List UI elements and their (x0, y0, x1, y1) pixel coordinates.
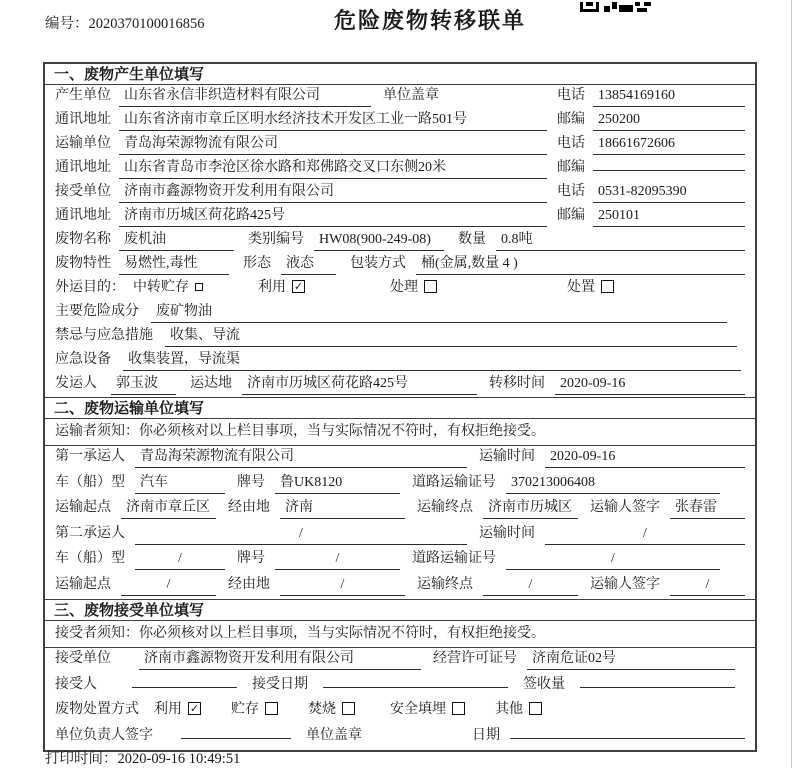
dispose-checkbox (601, 280, 614, 293)
plate-label-2: 牌号 (237, 551, 265, 566)
receiver-zip-value: 250101 (593, 205, 745, 227)
row-receiver-unit (45, 181, 755, 205)
address-label-2: 通讯地址 (55, 160, 111, 175)
vehicle-type-value-1: 汽车 (135, 472, 225, 494)
disposal-landfill-checkbox (452, 702, 465, 715)
row-waste-traits (45, 253, 755, 277)
producer-unit-label: 产生单位 (55, 88, 111, 103)
waste-name-value: 废机油 (119, 229, 234, 251)
waste-traits-value: 易燃性,毒性 (119, 253, 229, 275)
physical-form-value: 液态 (281, 253, 336, 275)
zip-label-2: 邮编 (557, 160, 585, 175)
accepting-unit-label: 接受单位 (55, 651, 111, 666)
quantity-value: 0.8吨 (496, 229, 745, 251)
print-time-label: 打印时间： (45, 751, 118, 767)
transport-time-label-2: 运输时间 (479, 525, 535, 541)
disposal-other-checkbox (529, 702, 542, 715)
serial-number (45, 12, 205, 33)
qr-code-pattern (580, 2, 652, 13)
storage-checkbox (195, 283, 203, 291)
purpose-option-storage-label: 中转贮存 (133, 280, 189, 295)
producer-unit-value: 山东省永信非织造材料有限公司 (119, 85, 371, 107)
row-accepting-unit (45, 648, 755, 674)
row-emergency-equipment (45, 349, 755, 373)
hazard-components-value: 废矿物油 (151, 301, 727, 323)
vehicle-type-value-2: / (135, 548, 225, 570)
section-transport (45, 397, 755, 599)
responsible-signature-value (181, 738, 291, 739)
road-permit-value-1: 370213006408 (506, 472, 720, 494)
origin-value-1: 济南市章丘区 (121, 497, 216, 519)
transport-time-value-1: 2020-09-16 (545, 446, 745, 468)
purpose-option-dispose (567, 277, 614, 298)
disposal-option-landfill (390, 699, 465, 720)
producer-address-value: 山东省济南市章丘区明水经济技术开发区工业一路501号 (119, 109, 547, 131)
origin-label-1: 运输起点 (55, 500, 111, 515)
road-permit-label-2: 道路运输证号 (412, 551, 496, 566)
section-producer (45, 64, 755, 397)
carrier-sign-label-2: 运输人签字 (590, 576, 660, 592)
second-carrier-label: 第二承运人 (55, 525, 125, 541)
disposal-option-incinerate-label: 焚烧 (308, 702, 336, 717)
transport-address-value: 山东省青岛市李沧区徐水路和郑佛路交叉口东侧20米 (119, 157, 547, 179)
row-transfer-purpose (45, 277, 755, 301)
transfer-date-value: 2020-09-16 (555, 373, 745, 395)
row-disposal-method (45, 699, 755, 725)
transport-unit-value: 青岛海荣源物流有限公司 (119, 133, 547, 155)
endpoint-label-2: 运输终点 (417, 576, 473, 592)
emergency-equipment-label: 应急设备 (55, 352, 111, 367)
origin-value-2: / (121, 574, 216, 596)
hazard-components-label: 主要危险成分 (55, 304, 139, 319)
row-waste-name (45, 229, 755, 253)
seal-date-label: 日期 (472, 727, 500, 743)
license-label: 经营许可证号 (433, 651, 517, 666)
physical-form-label: 形态 (243, 256, 271, 271)
disposal-option-store-label: 贮存 (231, 702, 259, 717)
row-vehicle-2 (45, 548, 755, 574)
row-receiver-address (45, 205, 755, 229)
row-transport-address (45, 157, 755, 181)
signed-quantity-value (580, 687, 735, 688)
endpoint-value-2: / (483, 574, 578, 596)
transport-time-label-1: 运输时间 (479, 449, 535, 464)
disposal-option-use (154, 699, 201, 720)
carrier-sign-value-2: / (670, 574, 745, 596)
serial-value: 2020370100016856 (88, 16, 205, 32)
plate-value-1: 鲁UK8120 (275, 472, 400, 494)
purpose-option-use-label: 利用 (258, 280, 286, 295)
producer-zip-value: 250200 (593, 109, 745, 131)
disposal-use-checkbox: ✓ (189, 702, 200, 715)
purpose-option-dispose-label: 处置 (567, 280, 595, 295)
origin-label-2: 运输起点 (55, 576, 111, 592)
disposal-option-store (231, 699, 278, 720)
vehicle-type-label-1: 车（船）型 (55, 474, 125, 490)
road-permit-label-1: 道路运输证号 (412, 474, 496, 490)
section-transport-header: 二、废物运输单位填写 (45, 398, 755, 419)
packaging-value: 桶(金属,数量 4 ) (416, 253, 745, 275)
zip-label-1: 邮编 (557, 112, 585, 127)
serial-label: 编号： (45, 16, 89, 32)
row-route-1 (45, 497, 755, 523)
second-carrier-value: / (135, 523, 467, 545)
phone-label-3: 电话 (557, 184, 585, 199)
emergency-measures-label: 禁忌与应急措施 (55, 328, 153, 343)
road-permit-value-2: / (506, 548, 720, 570)
receiver-phone-value: 0531-82095390 (593, 181, 745, 203)
transport-time-value-2: / (545, 523, 745, 545)
receiver-unit-label: 接受单位 (55, 184, 111, 199)
phone-label-2: 电话 (557, 136, 585, 151)
print-time (45, 747, 240, 768)
disposal-option-landfill-label: 安全填埋 (390, 702, 446, 717)
endpoint-label-1: 运输终点 (417, 500, 473, 515)
page-edge-line (791, 0, 792, 768)
endpoint-value-1: 济南市历城区 (483, 497, 578, 519)
page-title: 危险废物转移联单 (334, 8, 527, 33)
waste-traits-label: 废物特性 (55, 256, 111, 271)
disposal-option-incinerate (308, 699, 355, 720)
category-code-value: HW08(900-249-08) (314, 229, 444, 251)
transfer-form (43, 62, 757, 752)
accept-date-label: 接受日期 (252, 676, 308, 692)
disposal-store-checkbox (265, 702, 278, 715)
row-hazard-components (45, 301, 755, 325)
disposal-method-label: 废物处置方式 (55, 702, 139, 717)
use-checkbox: ✓ (293, 280, 304, 293)
acceptor-value (132, 687, 237, 688)
disposal-option-other-label: 其他 (495, 702, 523, 717)
row-vehicle-1 (45, 472, 755, 498)
qr-code-fragment (580, 0, 652, 18)
via-value-2: / (280, 574, 405, 596)
address-label-1: 通讯地址 (55, 112, 111, 127)
purpose-option-use (258, 277, 305, 298)
responsible-signature-label: 单位负责人签字 (55, 727, 153, 743)
transporter-notice: 运输者须知：你必须核对以上栏目事项，当与实际情况不符时，有权拒绝接受。 (45, 419, 755, 446)
packaging-label: 包装方式 (350, 256, 406, 271)
transfer-date-label: 转移时间 (489, 376, 545, 391)
seal-date-value (510, 738, 745, 739)
destination-value: 济南市历城区荷花路425号 (242, 373, 477, 395)
vehicle-type-label-2: 车（船）型 (55, 551, 125, 566)
unit-seal-label: 单位盖章 (383, 88, 439, 103)
emergency-measures-value: 收集、导流 (165, 325, 737, 347)
row-acceptor (45, 674, 755, 700)
first-carrier-value: 青岛海荣源物流有限公司 (135, 446, 467, 468)
row-second-carrier (45, 523, 755, 549)
acceptor-label: 接受人 (55, 676, 97, 692)
quantity-label: 数量 (458, 232, 486, 247)
emergency-equipment-value: 收集装置，导流渠 (123, 349, 741, 371)
transport-unit-label: 运输单位 (55, 136, 111, 151)
purpose-option-storage (133, 277, 203, 298)
via-label-2: 经由地 (228, 576, 270, 592)
row-emergency-measures (45, 325, 755, 349)
plate-label-1: 牌号 (237, 474, 265, 490)
row-transport-unit (45, 133, 755, 157)
license-value: 济南危证02号 (527, 648, 735, 670)
receiver-unit-value: 济南市鑫源物资开发利用有限公司 (119, 181, 547, 203)
disposal-option-other (495, 699, 542, 720)
producer-phone-value: 13854169160 (593, 85, 745, 107)
via-value-1: 济南 (280, 497, 405, 519)
accept-date-value (323, 687, 508, 688)
treat-checkbox (424, 280, 437, 293)
carrier-sign-value-1: 张春雷 (670, 497, 745, 519)
row-producer-address (45, 109, 755, 133)
shipper-label: 发运人 (55, 376, 97, 391)
row-producer-unit (45, 85, 755, 109)
transport-zip-value (593, 170, 745, 171)
waste-name-label: 废物名称 (55, 232, 111, 247)
zip-label-3: 邮编 (557, 208, 585, 223)
accepting-unit-value: 济南市鑫源物资开发利用有限公司 (139, 648, 421, 670)
transport-phone-value: 18661672606 (593, 133, 745, 155)
section-receiver (45, 599, 755, 750)
purpose-option-treat-label: 处理 (390, 280, 418, 295)
row-route-2 (45, 574, 755, 600)
first-carrier-label: 第一承运人 (55, 449, 125, 464)
unit-seal-label-2: 单位盖章 (306, 727, 362, 743)
row-shipper (45, 373, 755, 397)
phone-label-1: 电话 (557, 88, 585, 103)
purpose-label: 外运目的： (55, 280, 125, 295)
row-first-carrier (45, 446, 755, 472)
disposal-incinerate-checkbox (342, 702, 355, 715)
purpose-option-treat (390, 277, 437, 298)
shipper-value: 郭玉波 (111, 373, 176, 395)
section-receiver-header: 三、废物接受单位填写 (45, 600, 755, 621)
address-label-3: 通讯地址 (55, 208, 111, 223)
destination-label: 运达地 (190, 376, 232, 391)
category-code-label: 类别编号 (248, 232, 304, 247)
disposal-option-use-label: 利用 (154, 702, 182, 717)
receiver-notice: 接受者须知：你必须核对以上栏目事项，当与实际情况不符时，有权拒绝接受。 (45, 621, 755, 648)
plate-value-2: / (275, 548, 400, 570)
carrier-sign-label-1: 运输人签字 (590, 500, 660, 515)
signed-quantity-label: 签收量 (523, 676, 565, 692)
via-label-1: 经由地 (228, 500, 270, 515)
section-producer-header: 一、废物产生单位填写 (45, 64, 755, 85)
print-time-value: 2020-09-16 10:49:51 (117, 751, 241, 767)
receiver-address-value: 济南市历城区荷花路425号 (119, 205, 547, 227)
